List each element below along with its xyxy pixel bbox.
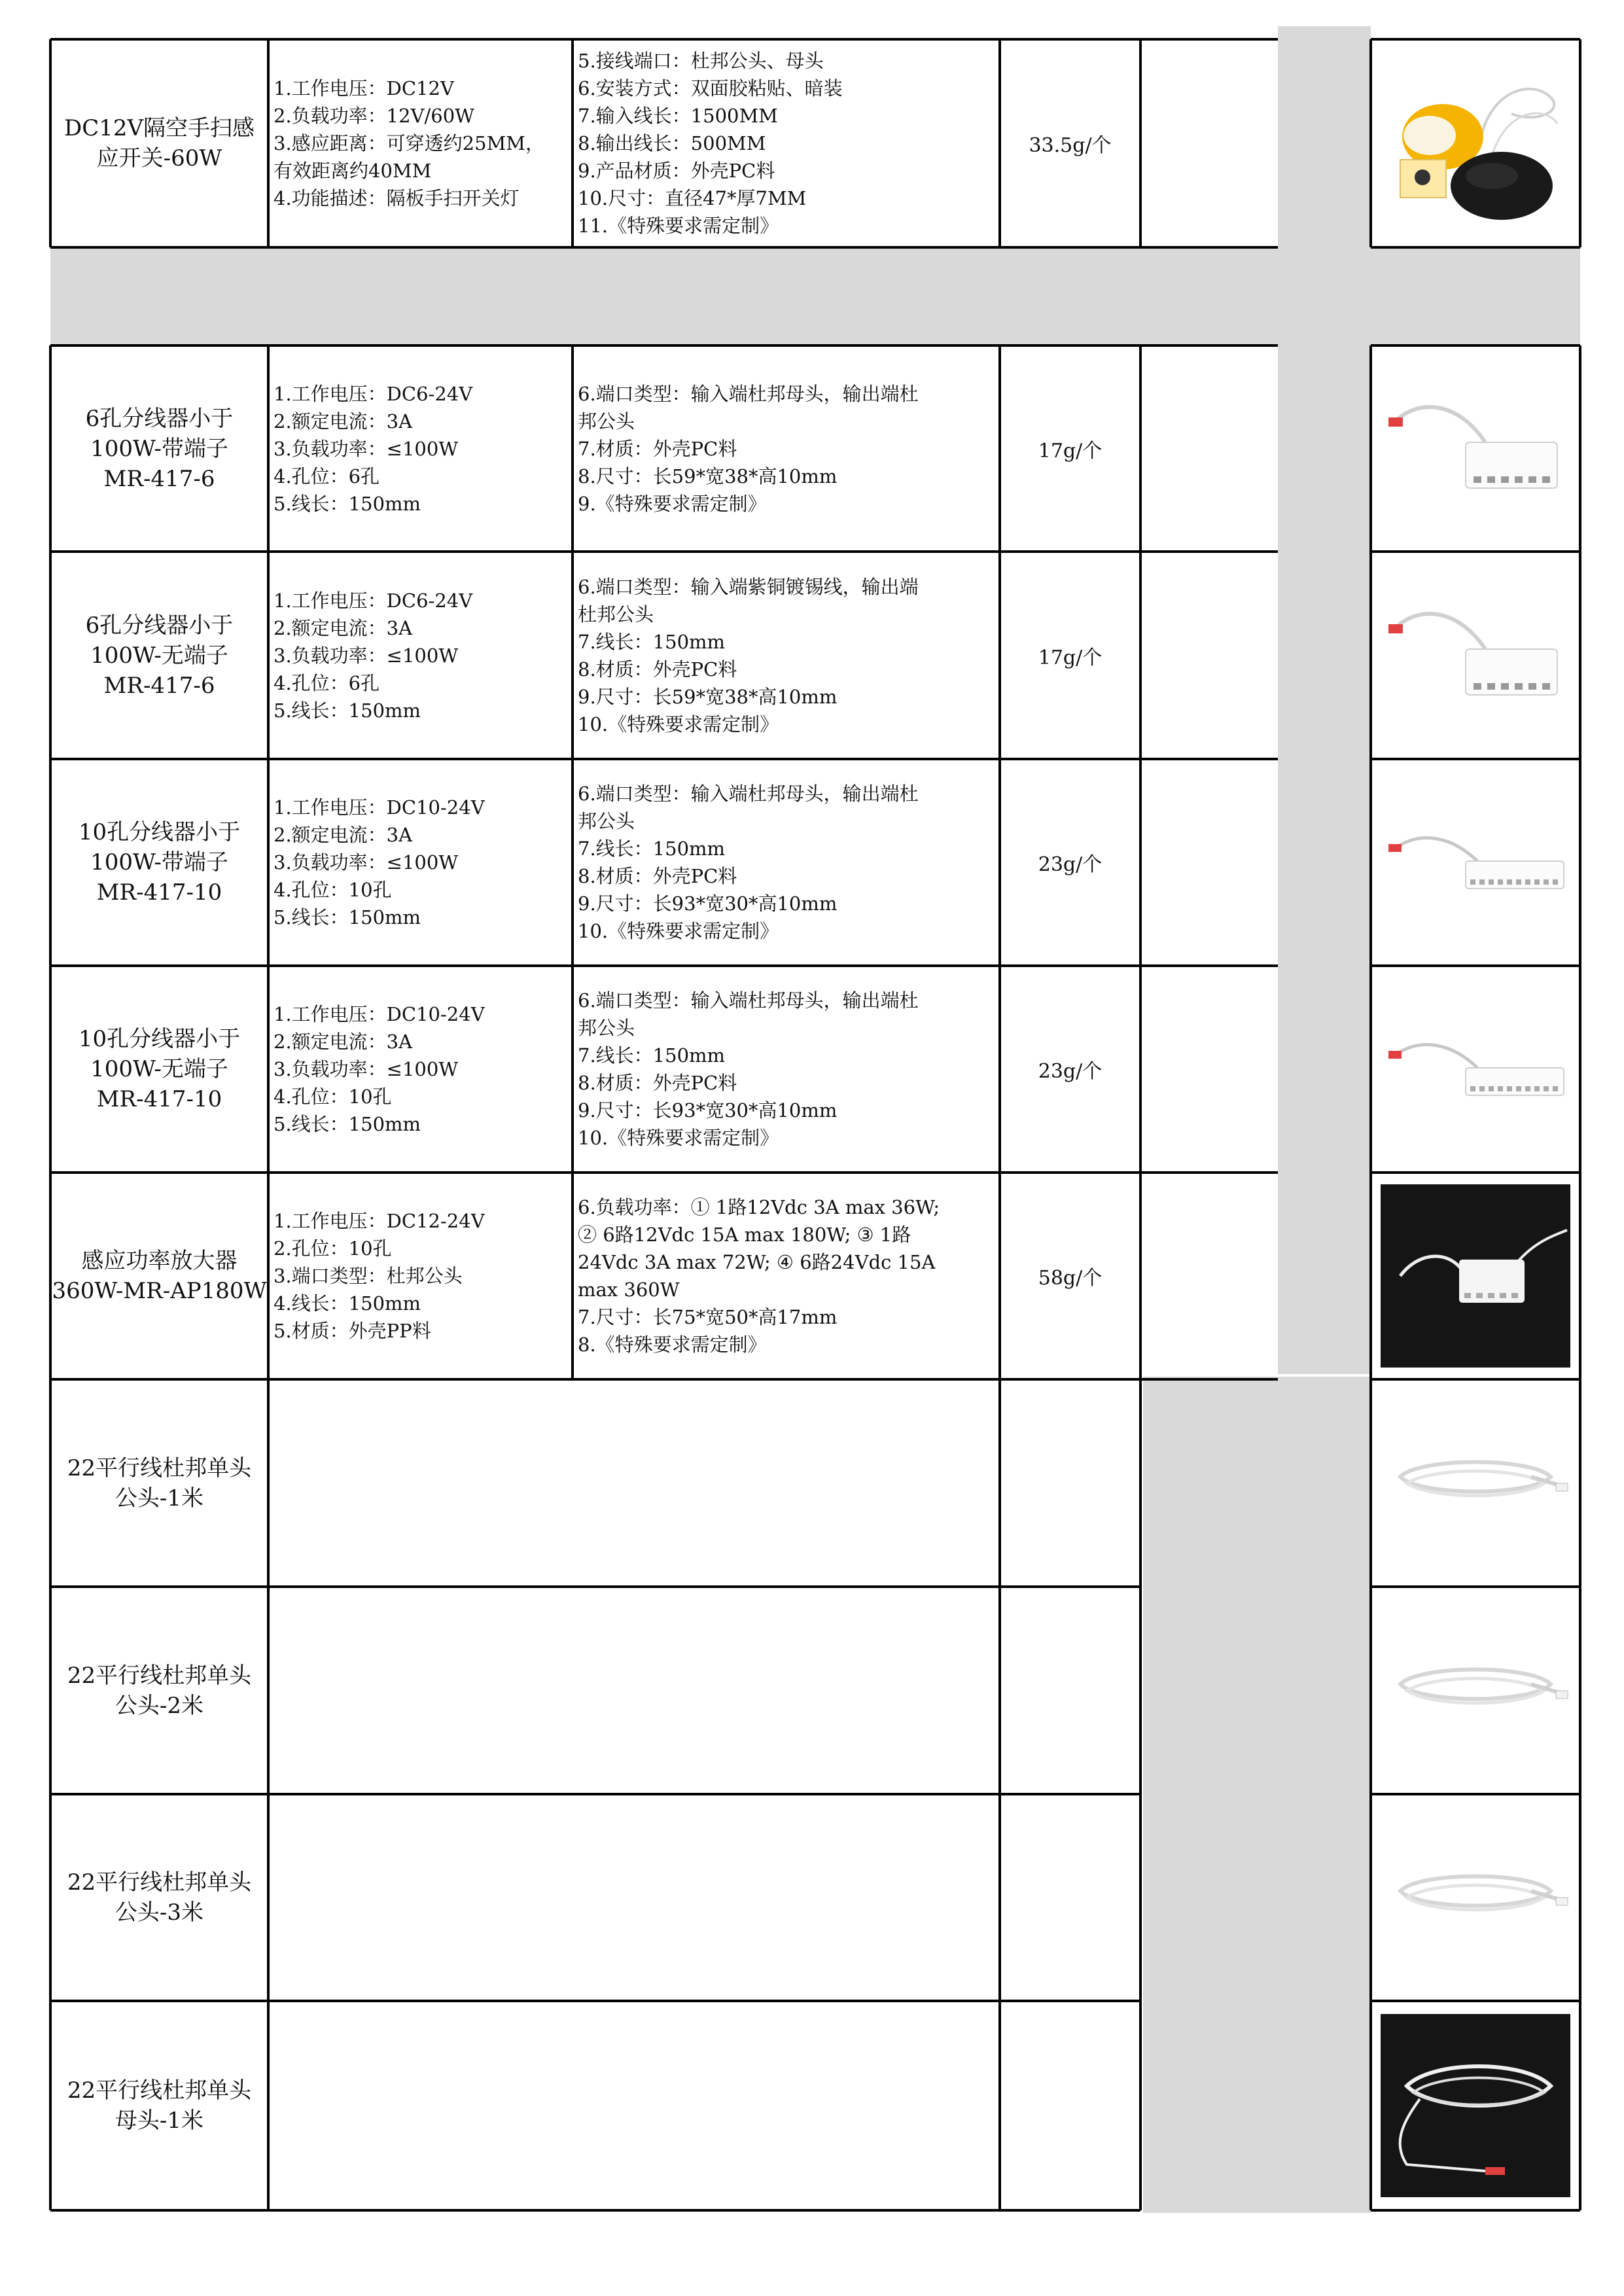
spec-line: 8.输出线长：500MM xyxy=(578,132,766,154)
spec-column-a xyxy=(268,1794,573,2001)
spec-line: 1.工作电压：DC6-24V xyxy=(274,589,473,612)
product-photo xyxy=(1371,1379,1580,1587)
spec-line: 7.尺寸：长75*宽50*高17mm xyxy=(578,1306,838,1328)
spec-line: 2.额定电流：3A xyxy=(274,616,413,639)
spec-line: 10.《特殊要求需定制》 xyxy=(578,920,779,942)
unit-weight: 17g/个 xyxy=(1038,439,1103,463)
grid-line xyxy=(267,39,270,247)
power-amplifier-icon xyxy=(1381,1184,1570,1368)
grid-line xyxy=(1139,345,1142,1379)
grid-line xyxy=(1579,345,1581,1379)
spec-column-a xyxy=(268,345,573,552)
spec-column-b xyxy=(573,1173,1000,1379)
spec-line: 5.线长：150mm xyxy=(274,1113,421,1135)
spec-line: 6.负载功率：① 1路12Vdc 3A max 36W; xyxy=(578,1196,940,1218)
spec-line: 6.安装方式：双面胶粘贴、暗装 xyxy=(578,77,843,99)
grid-line xyxy=(1371,2000,1580,2002)
grid-line xyxy=(998,1379,1001,2210)
spec-line: 3.负载功率：≤100W xyxy=(274,851,459,874)
spec-line: 10.尺寸：直径47*厚7MM xyxy=(578,187,807,209)
spec-line: 7.线长：150mm xyxy=(578,838,726,860)
spec-column-a xyxy=(268,759,573,966)
spec-line: 2.孔位：10孔 xyxy=(274,1237,392,1260)
spec-line: 4.孔位：6孔 xyxy=(274,671,380,694)
spec-line: 9.《特殊要求需定制》 xyxy=(578,492,767,515)
grid-line xyxy=(1139,1379,1142,2210)
unit-weight xyxy=(1000,1794,1140,2001)
grid-line xyxy=(50,964,1278,967)
spec-column-a xyxy=(268,1379,573,1587)
product-name: 6孔分线器小于 100W-带端子 MR-417-6 xyxy=(85,405,234,492)
spec-line: 6.端口类型：输入端杜邦母头，输出端杜 xyxy=(578,783,919,805)
spec-line: 1.工作电压：DC12-24V xyxy=(274,1210,485,1232)
spec-column-b xyxy=(573,39,1000,247)
spec-line: 5.接线端口：杜邦公头、母头 xyxy=(578,50,824,72)
spec-line: 3.负载功率：≤100W xyxy=(274,1058,459,1080)
grid-line xyxy=(1579,1379,1581,2210)
spec-line: 邦公头 xyxy=(578,1017,635,1039)
spec-line: 5.线长：150mm xyxy=(274,699,421,722)
spec-column-a xyxy=(268,1173,573,1379)
product-photo xyxy=(1371,1587,1580,1794)
grid-line xyxy=(1369,39,1372,247)
product-photo xyxy=(1371,552,1580,759)
grid-line xyxy=(1371,38,1580,41)
spec-line: 4.孔位：10孔 xyxy=(274,879,392,901)
splitter-bar-icon xyxy=(1381,978,1570,1161)
spec-line: 3.负载功率：≤100W xyxy=(274,437,459,460)
spec-line: 邦公头 xyxy=(578,810,635,832)
grid-line xyxy=(50,1793,1140,1795)
spec-line: 7.材质：外壳PC料 xyxy=(578,437,737,460)
grid-line xyxy=(1369,1379,1372,2210)
unit-weight xyxy=(1000,1379,1140,1587)
grid-line xyxy=(50,38,1278,41)
spec-line: 9.尺寸：长93*宽30*高10mm xyxy=(578,1099,838,1122)
spec-line: 6.端口类型：输入端杜邦母头，输出端杜 xyxy=(578,382,919,405)
product-name: 6孔分线器小于 100W-无端子 MR-417-6 xyxy=(85,612,234,699)
grid-line xyxy=(571,39,574,247)
grid-line xyxy=(1371,964,1580,967)
grid-line xyxy=(571,345,574,1379)
grid-line xyxy=(1371,2209,1580,2212)
spec-line: 10.《特殊要求需定制》 xyxy=(578,713,779,735)
unit-weight: 33.5g/个 xyxy=(1029,134,1112,157)
splitter-bar-icon xyxy=(1381,771,1570,954)
grid-line xyxy=(1579,39,1581,247)
spec-line: 11.《特殊要求需定制》 xyxy=(578,215,779,237)
product-photo xyxy=(1371,1794,1580,2001)
grid-line xyxy=(1371,246,1580,249)
product-photo xyxy=(1371,2001,1580,2210)
product-photo xyxy=(1371,759,1580,966)
grid-line xyxy=(1371,1378,1580,1381)
spec-column-a xyxy=(268,1587,573,1794)
unit-weight: 58g/个 xyxy=(1038,1267,1103,1290)
grid-line xyxy=(49,345,52,1379)
spec-line: 2.额定电流：3A xyxy=(274,824,413,846)
spec-column-a xyxy=(268,966,573,1173)
grid-line xyxy=(267,345,270,1379)
spec-column-b xyxy=(573,2001,1000,2210)
spec-line: 1.工作电压：DC12V xyxy=(274,77,454,99)
spec-column-a xyxy=(268,552,573,759)
spec-column-b xyxy=(573,759,1000,966)
grid-line xyxy=(50,2000,1140,2002)
spec-line: 5.线长：150mm xyxy=(274,492,421,515)
spec-column-b xyxy=(573,552,1000,759)
grid-line xyxy=(49,39,52,247)
product-name: 22平行线杜邦单头 公头-2米 xyxy=(67,1662,252,1719)
spec-line: 3.感应距离：可穿透约25MM， xyxy=(274,132,544,154)
spec-line: 6.端口类型：输入端紫铜镀锡线，输出端 xyxy=(578,575,919,598)
spec-line: 1.工作电压：DC10-24V xyxy=(274,796,485,819)
hand-sweep-sensor-switch-icon xyxy=(1381,52,1570,235)
grid-line xyxy=(1371,344,1580,347)
product-name: 10孔分线器小于 100W-无端子 MR-417-10 xyxy=(78,1026,241,1112)
unit-weight: 17g/个 xyxy=(1038,646,1103,669)
product-name: 10孔分线器小于 100W-带端子 MR-417-10 xyxy=(78,819,241,906)
spec-line: 3.端口类型：杜邦公头 xyxy=(274,1265,463,1287)
spec-line: 2.额定电流：3A xyxy=(274,1031,413,1053)
product-name: 22平行线杜邦单头 公头-3米 xyxy=(67,1869,252,1926)
spec-column-b xyxy=(573,1379,1000,1587)
spec-line: 8.材质：外壳PC料 xyxy=(578,658,737,680)
grid-line xyxy=(998,345,1001,1379)
unit-weight: 23g/个 xyxy=(1038,853,1103,876)
spec-line: 4.功能描述：隔板手扫开关灯 xyxy=(274,187,520,209)
grid-line xyxy=(1369,345,1372,1379)
cable-coil-icon xyxy=(1381,1392,1570,1575)
grid-line xyxy=(1371,1793,1580,1795)
product-photo xyxy=(1371,345,1580,552)
splitter-box-icon xyxy=(1381,564,1570,747)
cable-coil-icon xyxy=(1381,1806,1570,1989)
spec-line: 4.线长：150mm xyxy=(274,1292,421,1315)
grid-line xyxy=(50,1378,1278,1381)
spec-line: 9.尺寸：长59*宽38*高10mm xyxy=(578,685,838,708)
product-name: DC12V隔空手扫感 应开关-60W xyxy=(63,115,255,171)
spec-line: 4.孔位：6孔 xyxy=(274,465,380,487)
spec-line: 8.《特殊要求需定制》 xyxy=(578,1333,767,1356)
spec-line: 5.材质：外壳PP料 xyxy=(274,1320,431,1342)
spec-line: 4.孔位：10孔 xyxy=(274,1086,392,1108)
grid-line xyxy=(50,1171,1278,1174)
grey-column-band-top xyxy=(1278,26,1371,1374)
spec-column-b xyxy=(573,1587,1000,1794)
grid-line xyxy=(50,246,1278,249)
unit-weight: 23g/个 xyxy=(1038,1060,1103,1083)
spec-line: 8.尺寸：长59*宽38*高10mm xyxy=(578,465,838,487)
spec-line: 2.额定电流：3A xyxy=(274,410,413,433)
spec-line: 9.尺寸：长93*宽30*高10mm xyxy=(578,892,838,915)
grid-line xyxy=(50,2209,1140,2212)
grid-line xyxy=(50,344,1278,347)
spec-column-a xyxy=(268,2001,573,2210)
product-photo xyxy=(1371,1173,1580,1379)
spec-line: 8.材质：外壳PC料 xyxy=(578,865,737,887)
product-photo xyxy=(1371,39,1580,247)
grid-line xyxy=(50,758,1278,760)
spec-line: max 360W xyxy=(578,1279,680,1301)
grid-line xyxy=(50,1585,1140,1588)
product-name: 22平行线杜邦单头 公头-1米 xyxy=(67,1455,252,1511)
grid-line xyxy=(1139,39,1142,247)
product-name: 22平行线杜邦单头 母头-1米 xyxy=(67,2077,252,2134)
spec-column-b xyxy=(573,345,1000,552)
grid-line xyxy=(1371,1171,1580,1174)
grid-line xyxy=(267,1379,270,2210)
spec-line: 5.线长：150mm xyxy=(274,906,421,928)
spec-line: 7.线长：150mm xyxy=(578,1044,726,1067)
product-name: 感应功率放大器 360W-MR-AP180W xyxy=(52,1248,267,1304)
cable-coil-dark-icon xyxy=(1381,2014,1570,2197)
spec-line: 邦公头 xyxy=(578,410,635,433)
product-photo xyxy=(1371,966,1580,1173)
spec-line: 9.产品材质：外壳PC料 xyxy=(578,160,775,182)
unit-weight xyxy=(1000,1587,1140,1794)
spec-line: 10.《特殊要求需定制》 xyxy=(578,1127,779,1149)
spec-line: 有效距离约40MM xyxy=(274,160,432,182)
spec-line: 杜邦公头 xyxy=(578,603,654,626)
grid-line xyxy=(998,39,1001,247)
grid-line xyxy=(1371,550,1580,553)
unit-weight xyxy=(1000,2001,1140,2210)
spec-line: 1.工作电压：DC10-24V xyxy=(274,1003,485,1025)
spec-column-b xyxy=(573,966,1000,1173)
spec-column-a xyxy=(268,39,573,247)
grid-line xyxy=(49,1379,52,2210)
splitter-box-icon xyxy=(1381,357,1570,540)
spec-line: 2.负载功率：12V/60W xyxy=(274,105,474,127)
spec-line: 6.端口类型：输入端杜邦母头，输出端杜 xyxy=(578,989,919,1012)
grid-line xyxy=(1371,758,1580,760)
spec-line: 8.材质：外壳PC料 xyxy=(578,1072,737,1094)
grid-line xyxy=(50,550,1278,553)
cable-coil-icon xyxy=(1381,1599,1570,1782)
grey-column-band-bottom xyxy=(1143,1377,1371,2213)
spec-column-b xyxy=(573,1794,1000,2001)
spec-line: 3.负载功率：≤100W xyxy=(274,644,459,667)
spec-line: 7.线长：150mm xyxy=(578,630,726,653)
spec-line: 1.工作电压：DC6-24V xyxy=(274,382,473,405)
spec-line: 24Vdc 3A max 72W; ④ 6路24Vdc 15A xyxy=(578,1251,936,1273)
spec-line: 7.输入线长：1500MM xyxy=(578,105,778,127)
spec-line: ② 6路12Vdc 15A max 180W; ③ 1路 xyxy=(578,1224,911,1246)
grid-line xyxy=(1371,1585,1580,1588)
